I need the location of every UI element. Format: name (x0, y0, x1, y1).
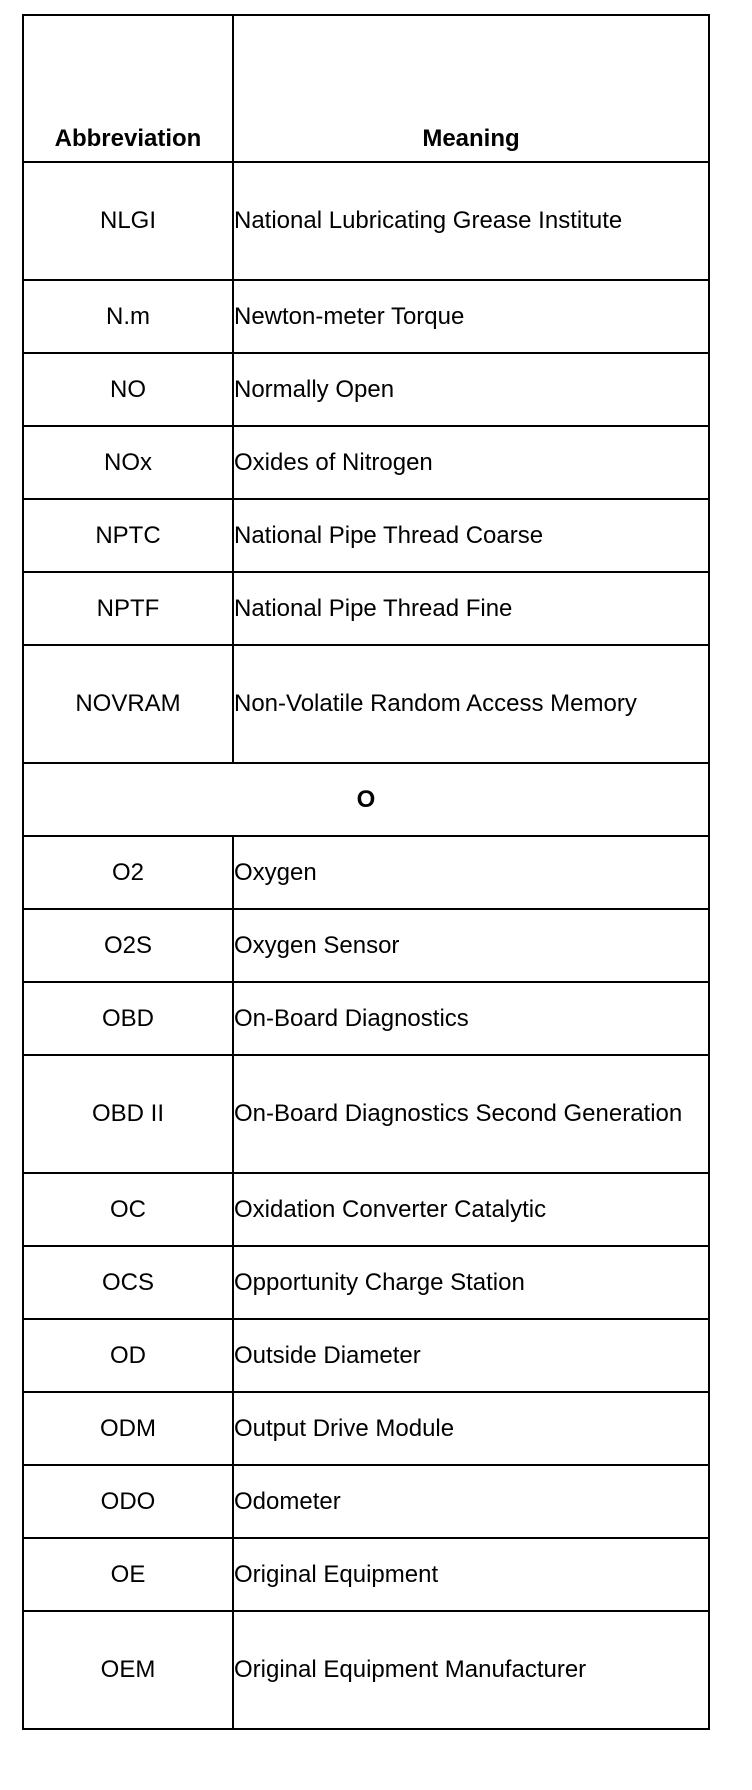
table-row (23, 572, 709, 645)
table-row (23, 1611, 709, 1729)
table-row (23, 1465, 709, 1538)
section-o-rows (23, 836, 709, 1729)
abbreviation-cell: ODM (23, 1392, 233, 1465)
abbreviation-table (22, 14, 710, 1730)
abbreviation-cell: NO (23, 353, 233, 426)
abbreviation-cell: ODO (23, 1465, 233, 1538)
abbreviation-cell: OBD II (23, 1055, 233, 1173)
section-n-rows (23, 162, 709, 763)
abbreviation-cell: N.m (23, 280, 233, 353)
meaning-cell: Opportunity Charge Station (233, 1246, 709, 1319)
section-row (23, 763, 709, 836)
meaning-cell: National Pipe Thread Coarse (233, 499, 709, 572)
meaning-cell: On-Board Diagnostics Second Generation (233, 1055, 709, 1173)
meaning-cell: Outside Diameter (233, 1319, 709, 1392)
abbreviation-cell: OEM (23, 1611, 233, 1729)
table-row (23, 1392, 709, 1465)
abbreviation-cell: NPTC (23, 499, 233, 572)
table-row (23, 836, 709, 909)
abbreviation-cell: OC (23, 1173, 233, 1246)
table-row (23, 1538, 709, 1611)
abbreviation-cell: NOx (23, 426, 233, 499)
table-row (23, 353, 709, 426)
meaning-cell: Original Equipment Manufacturer (233, 1611, 709, 1729)
meaning-cell: On-Board Diagnostics (233, 982, 709, 1055)
table-row (23, 426, 709, 499)
table-row (23, 1173, 709, 1246)
meaning-cell: Oxidation Converter Catalytic (233, 1173, 709, 1246)
abbreviation-cell: OBD (23, 982, 233, 1055)
table-row (23, 909, 709, 982)
header-row (23, 15, 709, 162)
table-row (23, 982, 709, 1055)
abbreviation-cell: NLGI (23, 162, 233, 280)
meaning-cell: Odometer (233, 1465, 709, 1538)
table-row (23, 499, 709, 572)
table-row (23, 1055, 709, 1173)
header-meaning: Meaning (233, 15, 709, 162)
meaning-cell: Newton-meter Torque (233, 280, 709, 353)
abbreviation-cell: OCS (23, 1246, 233, 1319)
meaning-cell: National Pipe Thread Fine (233, 572, 709, 645)
table-row (23, 280, 709, 353)
meaning-cell: Oxygen (233, 836, 709, 909)
table-row (23, 1319, 709, 1392)
meaning-cell: Original Equipment (233, 1538, 709, 1611)
meaning-cell: Oxygen Sensor (233, 909, 709, 982)
meaning-cell: Normally Open (233, 353, 709, 426)
abbreviation-cell: NOVRAM (23, 645, 233, 763)
meaning-cell: Output Drive Module (233, 1392, 709, 1465)
abbreviation-cell: OE (23, 1538, 233, 1611)
abbreviation-cell: OD (23, 1319, 233, 1392)
abbreviation-cell: O2 (23, 836, 233, 909)
meaning-cell: Non-Volatile Random Access Memory (233, 645, 709, 763)
meaning-cell: National Lubricating Grease Institute (233, 162, 709, 280)
abbreviation-cell: O2S (23, 909, 233, 982)
table-row (23, 1246, 709, 1319)
section-heading-o: O (23, 763, 709, 836)
abbreviation-cell: NPTF (23, 572, 233, 645)
meaning-cell: Oxides of Nitrogen (233, 426, 709, 499)
header-abbreviation: Abbreviation (23, 15, 233, 162)
table-row (23, 645, 709, 763)
table-row (23, 162, 709, 280)
